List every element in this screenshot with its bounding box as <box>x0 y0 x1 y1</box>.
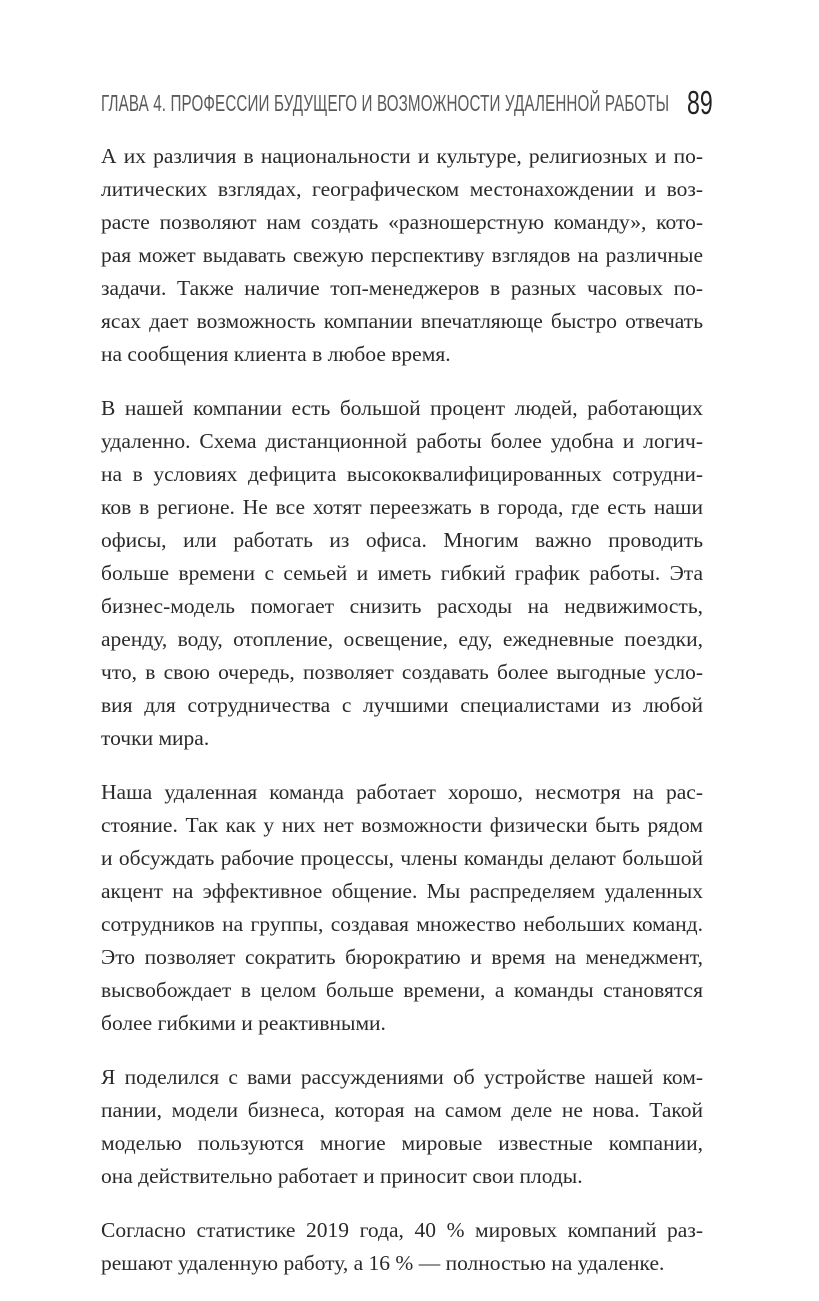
text-line: Я поделился с вами рассуждениями об устройстве нашей ком- <box>101 1065 703 1089</box>
paragraph <box>101 1214 703 1280</box>
text-line: вия для сотрудничества с лучшими специалистами из любой <box>101 693 703 717</box>
text-line: Это позволяет сократить бюрократию и время на менеджмент, <box>101 945 703 969</box>
text-line: более гибкими и реактивными. <box>101 1011 386 1035</box>
text-line: задачи. Также наличие топ-менеджеров в разных часовых по- <box>101 276 703 300</box>
text-line: пании, модели бизнеса, которая на самом деле не нова. Такой <box>101 1098 703 1122</box>
text-line: аренду, воду, отопление, освещение, еду, ежедневные поездки, <box>101 627 703 651</box>
text-line: бизнес-модель помогает снизить расходы на недвижимость, <box>101 594 703 618</box>
text-line: и обсуждать рабочие процессы, члены команды делают большой <box>101 846 703 870</box>
text-line: литических взглядах, географическом местонахождении и воз- <box>101 177 703 201</box>
text-line: на сообщения клиента в любое время. <box>101 342 451 366</box>
paragraph <box>101 140 703 371</box>
text-line: ясах дает возможность компании впечатляюще быстро отвечать <box>101 309 703 333</box>
paragraph <box>101 1061 703 1193</box>
text-line: высвобождает в целом больше времени, а команды становятся <box>101 978 703 1002</box>
text-line: Наша удаленная команда работает хорошо, несмотря на рас- <box>101 780 703 804</box>
text-line: сотрудников на группы, создавая множество небольших команд. <box>101 912 703 936</box>
paragraph <box>101 392 703 755</box>
text-line: больше времени с семьей и иметь гибкий график работы. Эта <box>101 561 703 585</box>
text-line: офисы, или работать из офиса. Многим важно проводить <box>101 528 703 552</box>
text-line: расте позволяют нам создать «разношерстную команду», кото- <box>101 210 703 234</box>
text-line: ков в регионе. Не все хотят переезжать в города, где есть наши <box>101 495 703 519</box>
text-line: точки мира. <box>101 726 210 750</box>
running-head: ГЛАВА 4. ПРОФЕССИИ БУДУЩЕГО И ВОЗМОЖНОСТИ УДАЛЕННОЙ РАБОТЫ <box>101 90 670 116</box>
text-line: акцент на эффективное общение. Мы распределяем удаленных <box>101 879 703 903</box>
text-line: она действительно работает и приносит свои плоды. <box>101 1164 583 1188</box>
text-line: рая может выдавать свежую перспективу взглядов на различные <box>101 243 703 267</box>
paragraph <box>101 776 703 1040</box>
text-line: А их различия в национальности и культуре, религиозных и по- <box>101 144 703 168</box>
text-line: Согласно статистике 2019 года, 40 % мировых компаний раз- <box>101 1218 703 1242</box>
text-line: В нашей компании есть большой процент людей, работающих <box>101 396 703 420</box>
body-text <box>101 140 703 1301</box>
text-line: решают удаленную работу, а 16 % — полностью на удаленке. <box>101 1251 665 1275</box>
text-line: что, в свою очередь, позволяет создавать более выгодные усло- <box>101 660 703 684</box>
page-header <box>101 86 713 122</box>
page-number: 89 <box>687 84 713 121</box>
text-line: на в условиях дефицита высококвалифицированных сотрудни- <box>101 462 703 486</box>
text-line: стояние. Так как у них нет возможности физически быть рядом <box>101 813 703 837</box>
text-line: удаленно. Схема дистанционной работы более удобна и логич- <box>101 429 703 453</box>
text-line: моделью пользуются многие мировые известные компании, <box>101 1131 703 1155</box>
